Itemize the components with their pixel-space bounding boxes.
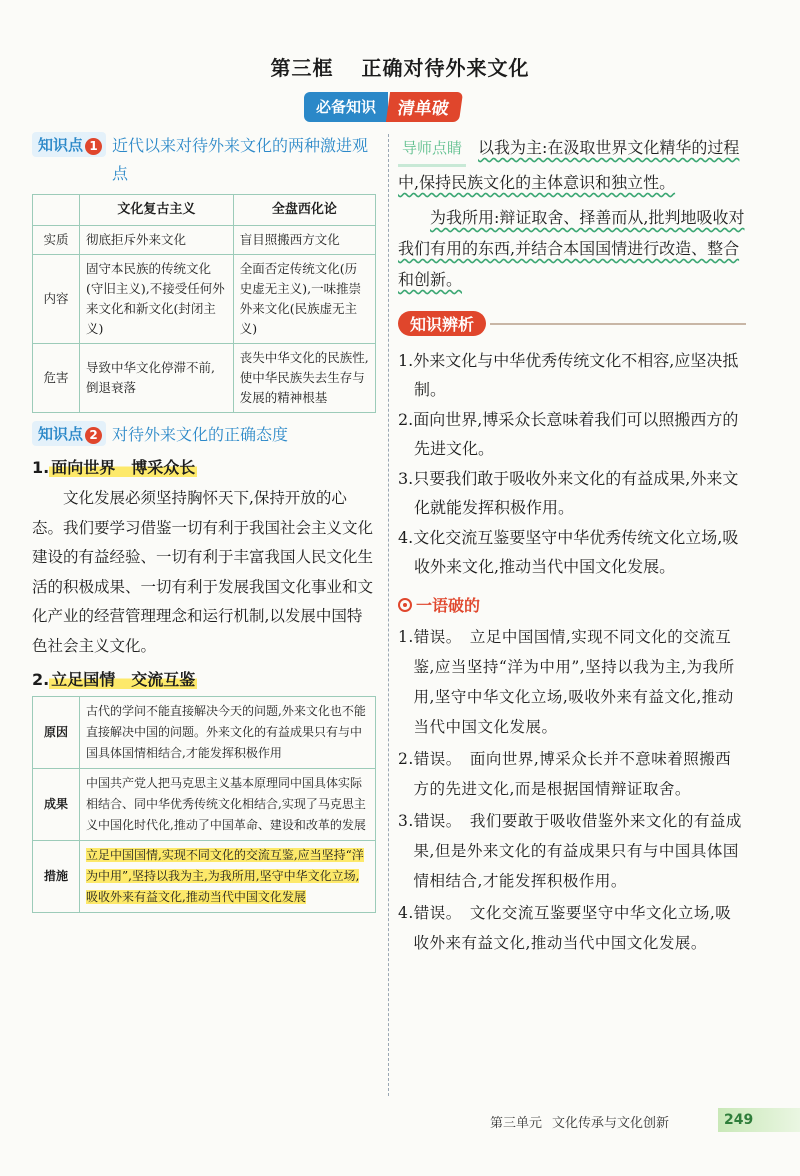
target-icon	[398, 598, 412, 612]
exchange-table	[32, 696, 376, 913]
row-label: 成果	[33, 769, 80, 841]
kp2-number: 2	[85, 427, 102, 444]
page-footer	[490, 1112, 669, 1131]
table-row	[33, 344, 376, 413]
kp2-heading	[32, 421, 376, 449]
radical-views-table	[32, 194, 376, 413]
table-cell: 中国共产党人把马克思主义基本原理同中国具体实际相结合、同中华优秀传统文化相结合,实现了马克思主义中国化时代化,推动了中国革命、建设和改革的发展	[80, 769, 376, 841]
analysis-heading	[398, 311, 746, 336]
sec2-number: 2.	[32, 670, 50, 689]
answers-heading	[398, 593, 746, 616]
guide-text-1: 以我为主:在汲取世界文化精华的过程中,保持民族文化的主体意识和独立性。	[398, 138, 740, 192]
list-item: 2.面向世界,博采众长意味着我们可以照搬西方的先进文化。	[398, 410, 739, 458]
analysis-tag: 知识辨析	[398, 311, 486, 336]
guide-tag: 导师点睛	[398, 133, 466, 167]
heading-rule	[490, 323, 746, 325]
row-label: 实质	[33, 226, 80, 255]
table-row	[33, 255, 376, 344]
table-row	[33, 769, 376, 841]
guide-text-2: 为我所用:辩证取舍、择善而从,批判地吸收对我们有用的东西,并结合本国国情进行改造、整合和创新。	[398, 208, 745, 289]
list-item: 4.错误。 文化交流互鉴要坚守中华文化立场,吸收外来有益文化,推动当代中国文化发展。	[398, 904, 732, 952]
answers-tag: 一语破的	[416, 596, 481, 615]
table-cell: 固守本民族的传统文化(守旧主义),不接受任何外来文化和新文化(封闭主义)	[80, 255, 234, 344]
kp1-number: 1	[85, 138, 102, 155]
kp1-title: 近代以来对待外来文化的两种激进观点	[112, 136, 369, 183]
footer-unit-title: 文化传承与文化创新	[552, 1116, 670, 1131]
table-row	[33, 697, 376, 769]
table-cell: 丧失中华文化的民族性,使中华民族失去生存与发展的精神根基	[233, 344, 375, 413]
section-banner	[304, 92, 461, 122]
list-item: 3.错误。 我们要敢于吸收借鉴外来文化的有益成果,但是外来文化的有益成果只有与中国具体国情相结合,才能发挥积极作用。	[398, 812, 742, 890]
sec1-title: 面向世界 博采众长	[51, 458, 196, 477]
guide-paragraph-2	[398, 202, 746, 295]
sec1-heading	[32, 455, 376, 478]
row-label: 危害	[33, 344, 80, 413]
table-header-row	[33, 195, 376, 226]
table-header-cell: 文化复古主义	[80, 195, 234, 226]
page-title	[0, 52, 800, 81]
row-label: 措施	[33, 841, 80, 913]
right-column	[398, 132, 746, 960]
section-label: 第三框	[270, 56, 334, 80]
section-title: 正确对待外来文化	[361, 56, 530, 80]
banner-right: 清单破	[386, 92, 463, 122]
row-label: 原因	[33, 697, 80, 769]
table-cell: 全面否定传统文化(历史虚无主义),一味推崇外来文化(民族虚无主义)	[233, 255, 375, 344]
footer-unit: 第三单元	[490, 1116, 543, 1131]
page-number: 249	[718, 1108, 800, 1132]
sec2-heading	[32, 667, 376, 690]
kp2-tag: 知识点 2	[32, 421, 106, 446]
highlighted-text: 立足中国国情,实现不同文化的交流互鉴,应当坚持“洋为中用”,坚持以我为主,为我所用,坚守中华文化立场,吸收外来有益文化,推动当代中国文化发展	[86, 848, 364, 904]
guide-paragraph-1	[398, 132, 746, 198]
sec1-paragraph: 文化发展必须坚持胸怀天下,保持开放的心态。我们要学习借鉴一切有利于我国社会主义文化建设的有益经验、一切有利于丰富我国人民文化生活的积极成果、一切有利于发展我国文化事业和文化产业的经营管理理念和运行机制,以发展中国特色社会主义文化。	[32, 489, 374, 655]
column-divider	[388, 134, 389, 1096]
list-item: 3.只要我们敢于吸收外来文化的有益成果,外来文化就能发挥积极作用。	[398, 469, 739, 517]
table-cell	[80, 841, 376, 913]
list-item: 1.错误。 立足中国国情,实现不同文化的交流互鉴,应当坚持“洋为中用”,坚持以我为主,为我所用,坚守中华文化立场,吸收外来有益文化,推动当代中国文化发展。	[398, 628, 735, 736]
left-column	[32, 132, 376, 913]
sec2-title: 立足国情 交流互鉴	[51, 670, 196, 689]
banner-left: 必备知识	[304, 92, 388, 122]
table-cell: 彻底拒斥外来文化	[80, 226, 234, 255]
row-label: 内容	[33, 255, 80, 344]
table-header-cell	[33, 195, 80, 226]
list-item: 1.外来文化与中华优秀传统文化不相容,应坚决抵制。	[398, 351, 739, 399]
list-item: 2.错误。 面向世界,博采众长并不意味着照搬西方的先进文化,而是根据国情辩证取舍。	[398, 750, 732, 798]
table-row	[33, 841, 376, 913]
sec1-number: 1.	[32, 458, 50, 477]
answers-list	[398, 622, 746, 958]
analysis-list	[398, 346, 746, 581]
kp1-tag: 知识点 1	[32, 132, 106, 157]
table-cell: 古代的学问不能直接解决今天的问题,外来文化也不能直接解决中国的问题。外来文化的有益成果只有与中国具体国情相结合,才能发挥积极作用	[80, 697, 376, 769]
table-cell: 导致中华文化停滞不前,倒退衰落	[80, 344, 234, 413]
table-row	[33, 226, 376, 255]
list-item: 4.文化交流互鉴要坚守中华优秀传统文化立场,吸收外来文化,推动当代中国文化发展。	[398, 528, 739, 576]
table-header-cell: 全盘西化论	[233, 195, 375, 226]
kp1-heading	[32, 132, 376, 188]
kp2-title: 对待外来文化的正确态度	[112, 425, 289, 444]
table-cell: 盲目照搬西方文化	[233, 226, 375, 255]
